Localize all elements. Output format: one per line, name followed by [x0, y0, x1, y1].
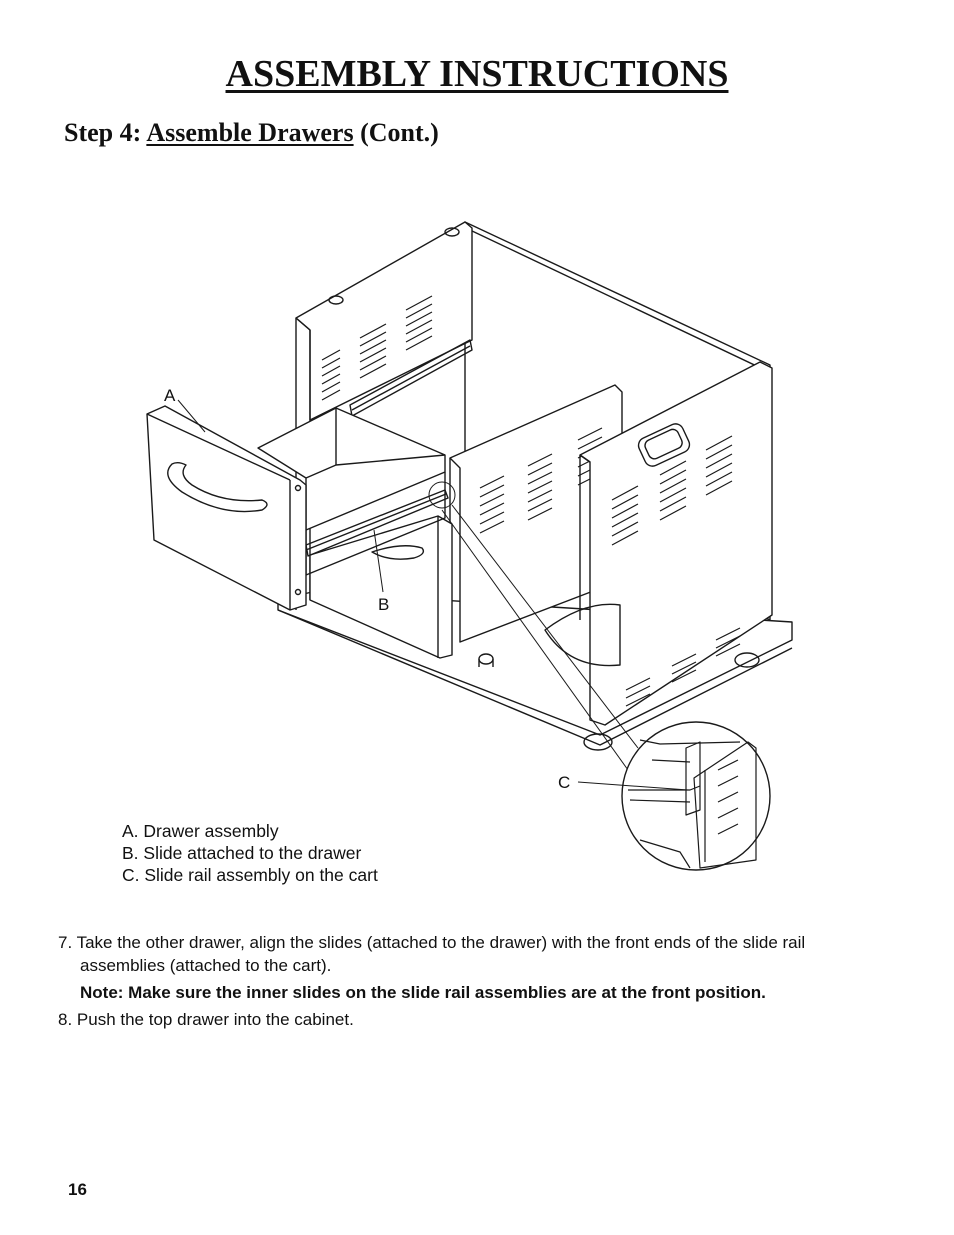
page-title: ASSEMBLY INSTRUCTIONS: [225, 53, 729, 95]
step-heading: [64, 118, 439, 148]
page-number: 16: [68, 1180, 87, 1199]
note-text: Note: Make sure the inner slides on the slide rail assemblies are at the front position.: [80, 983, 766, 1002]
legend-item: A. Drawer assembly: [122, 821, 279, 841]
step-prefix: Step 4:: [64, 118, 142, 147]
callout-c: C: [558, 773, 571, 792]
step-8: 8. Push the top drawer into the cabinet.: [58, 1010, 354, 1029]
instructions: [58, 931, 908, 1031]
callout-b: B: [378, 595, 390, 614]
step-7-line-1: 7. Take the other drawer, align the slides (attached to the drawer) with the front ends of the slide rail: [58, 933, 806, 952]
step-suffix: (Cont.): [360, 118, 439, 147]
legend-item: C. Slide rail assembly on the cart: [122, 865, 378, 885]
legend-item: B. Slide attached to the drawer: [122, 843, 362, 863]
diagram-legend: [122, 820, 378, 886]
step-7-line-2: assemblies (attached to the cart).: [80, 956, 332, 975]
step-title: Assemble Drawers: [146, 118, 354, 147]
drawer-assembly-diagram: [0, 160, 954, 880]
callout-a: A: [164, 386, 176, 405]
